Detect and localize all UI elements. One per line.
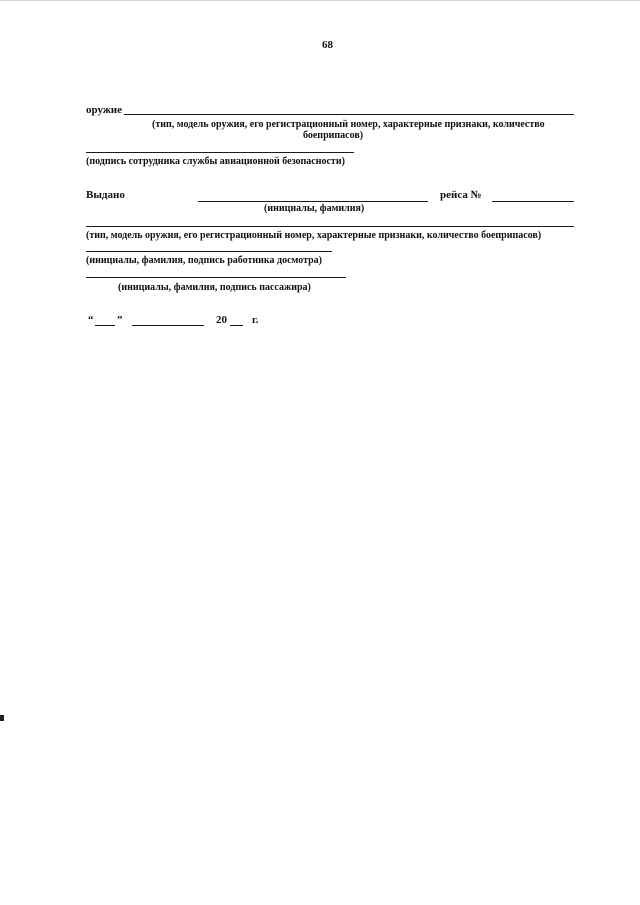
date-year-suffix: г.	[252, 314, 259, 326]
inspector-signature-caption: (инициалы, фамилия, подпись работника досмотра)	[86, 255, 323, 266]
passenger-signature-caption: (инициалы, фамилия, подпись пассажира)	[118, 282, 311, 293]
issued-label: Выдано	[86, 189, 125, 201]
top-rule	[0, 0, 640, 1]
weapon-caption-line2: боеприпасов)	[303, 130, 364, 141]
issued-name-line	[198, 201, 428, 202]
date-day-line	[95, 325, 115, 326]
date-close-quote: ”	[117, 314, 123, 326]
date-open-quote: “	[88, 314, 94, 326]
weapon-description-caption: (тип, модель оружия, его регистрационный номер, характерные признаки, количество боеприпасов)	[86, 230, 542, 241]
passenger-signature-line	[86, 277, 346, 278]
security-officer-signature-line	[86, 152, 354, 153]
flight-label: рейса №	[440, 189, 482, 201]
weapon-description-line	[86, 226, 574, 227]
date-month-line	[132, 325, 204, 326]
inspector-signature-line	[86, 251, 332, 252]
weapon-label: оружие	[86, 104, 123, 116]
flight-number-line	[492, 201, 574, 202]
weapon-caption-line1: (тип, модель оружия, его регистрационный номер, характерные признаки, количество	[152, 119, 545, 130]
security-officer-signature-caption: (подпись сотрудника службы авиационной безопасности)	[86, 156, 345, 167]
scan-edge-mark	[0, 715, 4, 721]
page-number: 68	[322, 39, 333, 51]
date-year-prefix: 20	[216, 314, 227, 326]
date-year-line	[230, 325, 243, 326]
weapon-field-line	[124, 114, 574, 115]
issued-name-caption: (инициалы, фамилия)	[264, 203, 365, 214]
